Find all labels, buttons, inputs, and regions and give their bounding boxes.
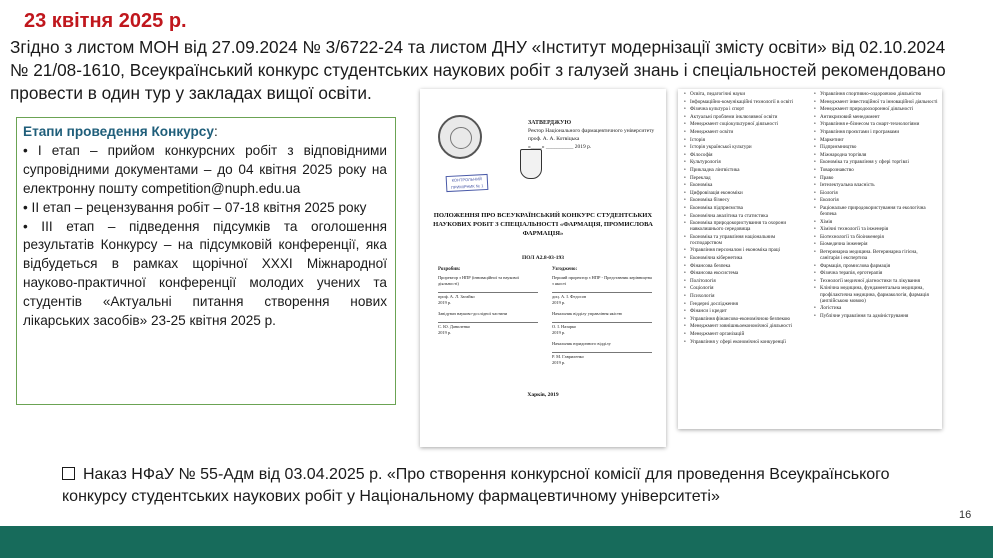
specialty-item: • Право — [814, 175, 938, 181]
specialty-list-right — [814, 91, 938, 346]
agreed-by-heading: Узгоджено: — [552, 267, 578, 272]
specialty-item: • Менеджмент соціокультурної діяльності — [684, 121, 808, 127]
stage-1: • І етап – прийом конкурсних робіт з відповідними супровідними документами – до 04 квітня 2025 року на електронну пошту competition@nuph.edu.ua — [23, 142, 387, 196]
specialty-item: • Освіта, педагогічні науки — [684, 91, 808, 97]
signature-entry — [552, 275, 652, 306]
specialty-item: • Прикладна лінгвістика — [684, 167, 808, 173]
signature-role: Перший проректор з НПР - Представник керівництва з якості — [552, 275, 652, 286]
specialty-item: • Маркетинг — [814, 137, 938, 143]
signature-line — [438, 289, 538, 293]
specialty-item: • Інформаційно-комунікаційні технології в освіті — [684, 99, 808, 105]
specialty-list-left — [684, 91, 808, 346]
signature-name: Р. М. Гавриленко — [552, 354, 584, 359]
specialty-item: • Управління е-бізнесом та смарт-технологіями — [814, 121, 938, 127]
approval-role: Ректор Національного фармацевтичного університету — [528, 128, 655, 134]
approval-signature: проф. А. А. Котвіцька — [528, 136, 580, 142]
specialty-item: • Біомедична інженерія — [814, 241, 938, 247]
specialty-item: • Фізична культура і спорт — [684, 106, 808, 112]
specialty-item: • Ветеринарна медицина. Ветеринарна гігієна, санітарія і експертиза — [814, 249, 938, 261]
developed-by-column — [438, 267, 538, 371]
signature-role: Проректор з НПР (інноваційної та наукової діяльності) — [438, 275, 520, 286]
agreed-by-column — [552, 267, 652, 371]
specialty-item: • Економічна аналітика та статистика — [684, 213, 808, 219]
specialty-item: • Управління проєктами і програмами — [814, 129, 938, 135]
specialty-item: • Актуальні проблеми інклюзивної освіти — [684, 114, 808, 120]
slide-date: 23 квітня 2025 р. — [24, 10, 187, 32]
signature-date: 2019 р. — [552, 360, 566, 365]
specialty-item: • Цифровізація економіки — [684, 190, 808, 196]
specialty-item: • Біологія — [814, 190, 938, 196]
specialty-item: • Фінанси і кредит — [684, 308, 808, 314]
specialty-item: • Економіка — [684, 182, 808, 188]
specialty-item: • Економічна кібернетика — [684, 255, 808, 261]
intro-paragraph: Згідно з листом МОН від 27.09.2024 № 3/6722-24 та листом ДНУ «Інститут модернізації змісту освіти» від 02.10.2024 № 21/08-1610, Всеукраїнський конкурс студентських наукових робіт з галузей знань і спеціальностей рекомендовано провести в один тур у закладах вищої освіти. — [10, 37, 946, 103]
signature-role: Начальник відділу управління якістю — [552, 311, 623, 316]
signature-entry — [438, 311, 538, 336]
specialty-item: • Менеджмент інвестиційної та інноваційної діяльності — [814, 99, 938, 105]
specialty-item: • Хімія — [814, 219, 938, 225]
signature-line — [552, 289, 652, 293]
specialty-item: • Біотехнології та біоінженерія — [814, 234, 938, 240]
specialty-columns — [684, 91, 938, 346]
approval-head: ЗАТВЕРДЖУЮ — [528, 120, 572, 126]
specialty-item: • Історія — [684, 137, 808, 143]
specialty-item: • Екологія — [814, 197, 938, 203]
specialty-item: • Фізична терапія, ерготерапія — [814, 270, 938, 276]
regulation-cover-image — [420, 89, 666, 447]
specialty-item: • Економіка та управління у сфері торгівлі — [814, 159, 938, 165]
slide-footer-bar — [0, 526, 993, 558]
specialty-item: • Товарознавство — [814, 167, 938, 173]
specialty-item: • Менеджмент освіти — [684, 129, 808, 135]
stage-3: • ІІІ етап – підведення підсумків та оголошення результатів Конкурсу – на підсумковій конференції, яка відбудеться в рамках щорічної ХХХІ Міжнародної науково-практичної конференції молодих учених та студентів «Актуальні питання створення нових лікарських засобів» 23-25 квітня 2025 р. — [23, 218, 387, 329]
specialty-item: • Антикризовий менеджмент — [814, 114, 938, 120]
page-number: 16 — [959, 509, 972, 521]
specialty-item: • Публічне управління та адміністрування — [814, 313, 938, 319]
stages-box — [16, 117, 396, 405]
signature-line — [438, 319, 538, 323]
signature-line — [552, 319, 652, 323]
signature-role: Завідувач науково-дослідної частини — [438, 311, 508, 316]
developed-by-heading: Розробив: — [438, 267, 461, 272]
specialty-item: • Хімічні технології та інженерія — [814, 226, 938, 232]
specialty-item: • Управління персоналом і економіка праці — [684, 247, 808, 253]
specialty-item: • Логістика — [814, 305, 938, 311]
specialty-item: • Фінансова екосистема — [684, 270, 808, 276]
regulation-title: ПОЛОЖЕННЯ ПРО ВСЕУКРАЇНСЬКИЙ КОНКУРС СТУДЕНТСЬКИХ НАУКОВИХ РОБІТ З СПЕЦІАЛЬНОСТІ «ФАРМАЦІЯ, ПРОМИСЛОВА ФАРМАЦІЯ» — [433, 212, 653, 237]
order-text: Наказ НФаУ № 55-Адм від 03.04.2025 р. «Про створення конкурсної комісії для проведення Всеукраїнського конкурсу студентських наукових робіт у Національному фармацевтичному університеті» — [62, 466, 890, 505]
specialty-item: • Гендерні дослідження — [684, 301, 808, 307]
specialty-item: • Економіка бізнесу — [684, 197, 808, 203]
specialty-item: • Філософія — [684, 152, 808, 158]
regulation-city-year: Харків, 2019 — [527, 392, 559, 398]
university-seal-icon — [438, 115, 482, 159]
specialty-item: • Клінічна медицина, фундаментальна медицина, профілактична медицина, фармакологія, фармація (англійською мовою) — [814, 285, 938, 303]
specialty-item: • Менеджмент організацій — [684, 331, 808, 337]
stages-title-colon: : — [213, 124, 218, 139]
specialty-item: • Управління спортивно-оздоровчою діяльністю — [814, 91, 938, 97]
signature-entry — [552, 311, 652, 336]
specialty-item: • Управління фінансово-економічною безпекою — [684, 316, 808, 322]
signature-entry — [552, 341, 652, 366]
signature-name: О. І. Назарко — [552, 324, 577, 329]
specialty-item: • Економіка та управління національним господарством — [684, 234, 808, 246]
signature-columns — [438, 267, 652, 371]
stages-heading — [23, 123, 387, 142]
stage-2: • ІІ етап – рецензування робіт – 07-18 квітня 2025 року — [23, 199, 367, 215]
signature-date: 2019 р. — [552, 330, 566, 335]
specialty-item: • Політологія — [684, 278, 808, 284]
signature-name: С. Ю. Даниленко — [438, 324, 471, 329]
signature-role: Начальник юридичного відділу — [552, 341, 611, 346]
signature-date: 2019 р. — [552, 300, 566, 305]
approval-date: «____» __________ 2019 р. — [528, 144, 592, 150]
specialty-item: • Управління у сфері економічної конкуренції — [684, 339, 808, 345]
specialty-item: • Економіка природокористування та охорони навколишнього середовища — [684, 220, 808, 232]
specialty-item: • Раціональне природокористування та екологічна безпека — [814, 205, 938, 217]
specialty-item: • Технології медичної діагностики та лікування — [814, 278, 938, 284]
specialty-item: • Економіка підприємства — [684, 205, 808, 211]
specialty-item: • Підприємництво — [814, 144, 938, 150]
specialty-item: • Переклад — [684, 175, 808, 181]
specialty-item: • Соціологія — [684, 285, 808, 291]
signature-line — [552, 349, 652, 353]
signature-name: доц. А. І. Федосов — [552, 294, 587, 299]
specialty-item: • Фармація, промислова фармація — [814, 263, 938, 269]
signature-name: проф. А. Л. Загайко — [438, 294, 475, 299]
specialty-item: • Інтелектуальна власність — [814, 182, 938, 188]
specialty-item: • Історія української культури — [684, 144, 808, 150]
order-reference — [62, 464, 942, 508]
specialty-list-image — [678, 89, 942, 429]
signature-date: 2019 р. — [438, 300, 452, 305]
specialty-item: • Менеджмент зовнішньоекономічної діяльності — [684, 323, 808, 329]
signature-date: 2019 р. — [438, 330, 452, 335]
approval-block — [528, 119, 658, 151]
specialty-item: • Фінансова безпека — [684, 263, 808, 269]
stages-title: Етапи проведення Конкурсу — [23, 124, 214, 139]
checkbox-icon — [62, 467, 75, 480]
specialty-item: • Менеджмент природоохоронної діяльності — [814, 106, 938, 112]
specialty-item: • Культурологія — [684, 159, 808, 165]
control-copy-stamp: КОНТРОЛЬНИЙ ПРИМІРНИК № 1 — [446, 174, 489, 192]
regulation-code: ПОЛ А2.8-03-193 — [521, 255, 564, 261]
specialty-item: • Міжнародна торгівля — [814, 152, 938, 158]
specialty-item: • Психологія — [684, 293, 808, 299]
coat-of-arms-icon — [520, 149, 542, 179]
signature-entry — [438, 275, 538, 306]
